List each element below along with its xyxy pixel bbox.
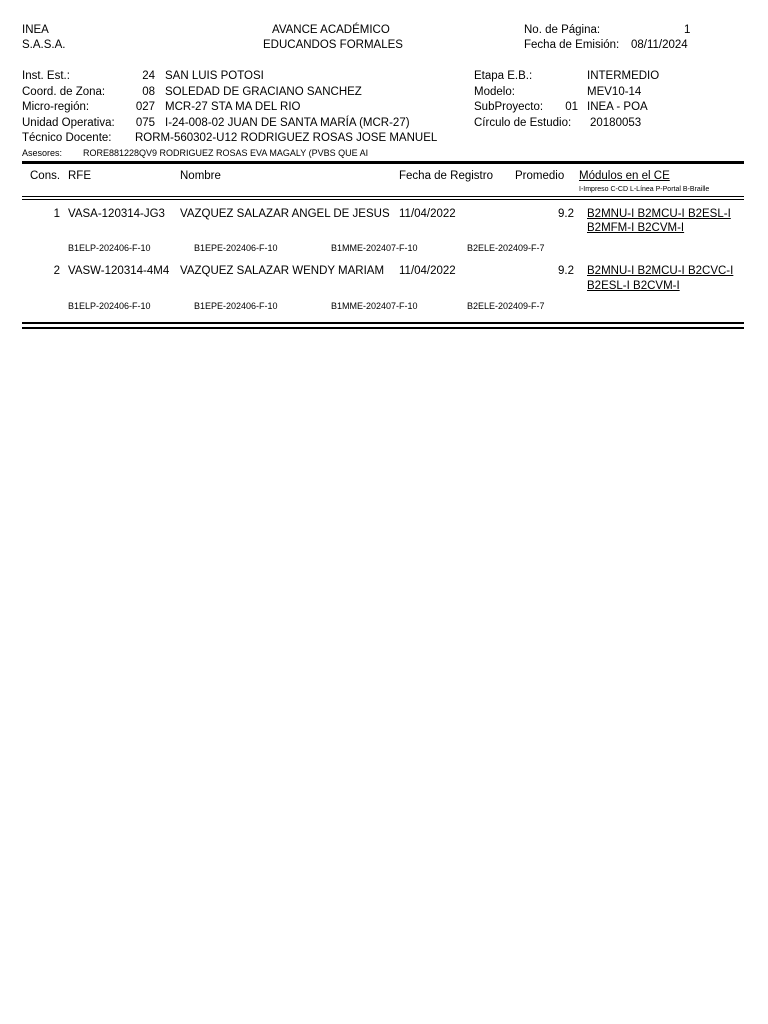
col-fecha: Fecha de Registro <box>399 170 493 182</box>
micro-code: 027 <box>135 101 155 113</box>
row-sub-module: B1EPE-202406-F-10 <box>194 243 278 253</box>
col-modulos-legend: I-Impreso C-CD L-Línea P-Portal B-Braille <box>579 186 710 193</box>
row-sub-module: B1EPE-202406-F-10 <box>194 301 278 311</box>
unidad-label: Unidad Operativa: <box>22 117 115 129</box>
row-cons: 1 <box>53 208 60 220</box>
subproyecto-code: 01 <box>565 101 578 113</box>
report-title: AVANCE ACADÉMICO <box>272 24 390 36</box>
tecnico-label: Técnico Docente: <box>22 132 112 144</box>
org-name: INEA <box>22 24 49 36</box>
report-subtitle: EDUCANDOS FORMALES <box>263 39 403 51</box>
etapa-value: INTERMEDIO <box>587 70 660 82</box>
row-cons: 2 <box>53 265 60 277</box>
row-promedio: 9.2 <box>558 208 574 220</box>
inst-code: 24 <box>142 70 155 82</box>
table-bottom-rule-1 <box>22 322 744 324</box>
row-rfe: VASA-120314-JG3 <box>68 208 165 220</box>
modelo-label: Modelo: <box>474 86 515 98</box>
col-modulos: Módulos en el CE <box>579 170 670 182</box>
header-rule-1 <box>22 196 744 197</box>
page-number-label: No. de Página: <box>524 24 601 36</box>
micro-value: MCR-27 STA MA DEL RIO <box>165 101 301 113</box>
row-sub-module: B1ELP-202406-F-10 <box>68 243 151 253</box>
modelo-value: MEV10-14 <box>587 86 642 98</box>
row-fecha: 11/04/2022 <box>399 208 456 220</box>
col-cons: Cons. <box>30 170 61 182</box>
tecnico-value: RORM-560302-U12 RODRIGUEZ ROSAS JOSE MANUEL <box>135 132 438 144</box>
header-rule-2 <box>22 199 744 200</box>
asesores-value: RORE881228QV9 RODRIGUEZ ROSAS EVA MAGALY (PVBS QUE AI <box>83 148 369 158</box>
row-fecha: 11/04/2022 <box>399 265 456 277</box>
subproyecto-value: INEA - POA <box>587 101 648 113</box>
row-nombre: VAZQUEZ SALAZAR WENDY MARIAM <box>180 265 385 277</box>
row-sub-module: B2ELE-202409-F-7 <box>467 301 545 311</box>
subproyecto-label: SubProyecto: <box>474 101 544 113</box>
coord-code: 08 <box>142 86 155 98</box>
col-nombre: Nombre <box>180 170 221 182</box>
micro-label: Micro-región: <box>22 101 90 113</box>
inst-label: Inst. Est.: <box>22 70 70 82</box>
table-top-rule <box>22 161 744 164</box>
etapa-label: Etapa E.B.: <box>474 70 533 82</box>
row-promedio: 9.2 <box>558 265 574 277</box>
coord-label: Coord. de Zona: <box>22 86 106 98</box>
col-promedio: Promedio <box>515 170 565 182</box>
row-rfe: VASW-120314-4M4 <box>68 265 170 277</box>
org-subname: S.A.S.A. <box>22 39 66 51</box>
unidad-value: I-24-008-02 JUAN DE SANTA MARÍA (MCR-27) <box>165 117 410 129</box>
unidad-code: 075 <box>135 117 155 129</box>
issue-date: 08/11/2024 <box>631 39 688 51</box>
issue-date-label: Fecha de Emisión: <box>524 39 620 51</box>
row-modulos: B2MNU-I B2MCU-I B2ESL-I <box>587 208 731 220</box>
row-sub-module: B2ELE-202409-F-7 <box>467 243 545 253</box>
row-sub-module: B1MME-202407-F-10 <box>331 243 418 253</box>
table-bottom-rule-2 <box>22 327 744 329</box>
inst-value: SAN LUIS POTOSI <box>165 70 264 82</box>
row-sub-module: B1MME-202407-F-10 <box>331 301 418 311</box>
circulo-label: Círculo de Estudio: <box>474 117 572 129</box>
row-nombre: VAZQUEZ SALAZAR ANGEL DE JESUS <box>180 208 390 220</box>
row-modulos: B2MNU-I B2MCU-I B2CVC-I <box>587 265 734 277</box>
circulo-value: 20180053 <box>590 117 642 129</box>
row-modulos-cont: B2ESL-I B2CVM-I <box>587 280 680 292</box>
col-rfe: RFE <box>68 170 91 182</box>
asesores-label: Asesores: <box>22 148 63 158</box>
row-sub-module: B1ELP-202406-F-10 <box>68 301 151 311</box>
page-number: 1 <box>684 24 691 36</box>
row-modulos-cont: B2MFM-I B2CVM-I <box>587 222 685 234</box>
coord-value: SOLEDAD DE GRACIANO SANCHEZ <box>165 86 362 98</box>
